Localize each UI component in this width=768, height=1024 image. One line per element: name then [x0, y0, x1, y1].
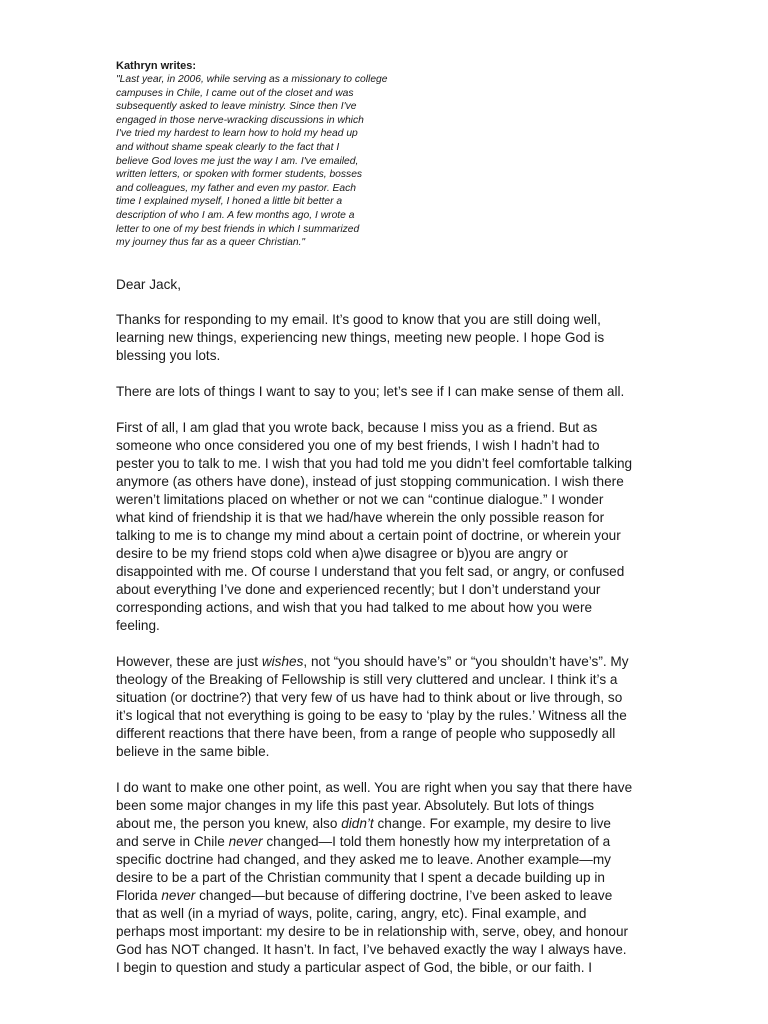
paragraph-line: situation (or doctrine?) that very few of us have had to think about or live through, so — [116, 690, 623, 705]
paragraph-line: First of all, I am glad that you wrote back, because I miss you as a friend. But as — [116, 420, 598, 435]
emphasis: wishes — [261, 654, 304, 669]
text-run: changed—I told them honestly how my interpretation of a — [262, 834, 611, 849]
paragraph-line: it’s logical that not everything is going to be easy to ‘play by the rules.’ Witness all the — [116, 708, 627, 723]
salutation — [116, 276, 716, 294]
text-run: and serve in Chile — [116, 834, 229, 849]
paragraph-1 — [116, 311, 716, 365]
intro-quote-line: my journey thus far as a queer Christian." — [116, 237, 306, 249]
text-run: about me, the person you knew, also — [116, 816, 342, 831]
letter-body — [116, 276, 716, 977]
intro-quote-line: time I explained myself, I honed a little bit better a — [116, 196, 343, 208]
text-run: , not “you should have’s” or “you shouldn’t have’s”. My — [303, 654, 629, 669]
text-run: change. For example, my desire to live — [373, 816, 611, 831]
intro-quote-line: believe God loves me just the way I am. I've emailed, — [116, 155, 359, 167]
paragraph-line: Thanks for responding to my email. It’s good to know that you are still doing well, — [116, 312, 601, 327]
paragraph-line: disappointed with me. Of course I understand that you felt sad, or angry, or confused — [116, 564, 625, 579]
paragraph-line: I do want to make one other point, as well. You are right when you say that there have — [116, 780, 633, 795]
paragraph-line: weren’t limitations placed on whether or not we can “continue dialogue.” I wonder — [116, 492, 604, 507]
paragraph-line: different reactions that there have been, from a range of people who supposedly all — [116, 726, 616, 741]
paragraph-line: believe in the same bible. — [116, 744, 270, 759]
intro-quote-line: I've tried my hardest to learn how to hold my head up — [116, 128, 358, 140]
intro-quote-line: engaged in those nerve-wracking discussions in which — [116, 114, 364, 126]
intro-quote-line: and without shame speak clearly to the fact that I — [116, 141, 340, 153]
salutation-text: Dear Jack, — [116, 277, 181, 292]
paragraph-line: feeling. — [116, 618, 160, 633]
intro-quote — [116, 73, 446, 250]
paragraph-2 — [116, 383, 716, 401]
emphasis: never — [228, 834, 263, 849]
intro-block — [116, 60, 446, 250]
paragraph-line: specific doctrine had changed, and they asked me to leave. Another example—my — [116, 852, 611, 867]
paragraph-line: what kind of friendship it is that we had/have wherein the only possible reason for — [116, 510, 605, 525]
paragraph-line: I begin to question and study a particular aspect of God, the bible, or our faith. I — [116, 960, 593, 975]
paragraph-line — [116, 833, 716, 851]
paragraph-4 — [116, 653, 716, 761]
paragraph-line: been some major changes in my life this past year. Absolutely. But lots of things — [116, 798, 595, 813]
intro-quote-line: written letters, or spoken with former students, bosses — [116, 169, 363, 181]
paragraph-line: perhaps most important: my desire to be in relationship with, serve, obey, and honour — [116, 924, 629, 939]
text-run: Florida — [116, 888, 162, 903]
paragraph-5 — [116, 779, 716, 977]
intro-quote-line: subsequently asked to leave ministry. Since then I've — [116, 101, 357, 113]
text-run: changed—but because of differing doctrine, I’ve been asked to leave — [195, 888, 613, 903]
paragraph-line: learning new things, experiencing new things, meeting new people. I hope God is — [116, 330, 605, 345]
paragraph-line: blessing you lots. — [116, 348, 221, 363]
intro-quote-line: and colleagues, my father and even my pastor. Each — [116, 182, 357, 194]
intro-heading: Kathryn writes: — [116, 60, 197, 72]
paragraph-line: desire to be a part of the Christian community that I spent a decade building up in — [116, 870, 605, 885]
paragraph-line: someone who once considered you one of my best friends, I wish I hadn’t had to — [116, 438, 600, 453]
paragraph-line: about everything I’ve done and experienced recently; but I don’t understand your — [116, 582, 601, 597]
intro-quote-line: "Last year, in 2006, while serving as a missionary to college — [116, 74, 388, 85]
intro-quote-line: campuses in Chile, I came out of the closet and was — [116, 87, 354, 99]
paragraph-3 — [116, 419, 716, 635]
paragraph-line: There are lots of things I want to say to you; let’s see if I can make sense of them all. — [116, 384, 625, 399]
paragraph-line: anymore (as others have done), instead of just stopping communication. I wish there — [116, 474, 624, 489]
paragraph-line: corresponding actions, and wish that you had talked to me about how you were — [116, 600, 593, 615]
paragraph-line — [116, 887, 716, 905]
paragraph-line: theology of the Breaking of Fellowship is still very cluttered and unclear. I think it’s a — [116, 672, 618, 687]
paragraph-line — [116, 653, 716, 671]
paragraph-line: desire to be my friend stops cold when a)we disagree or b)you are angry or — [116, 546, 568, 561]
paragraph-line: pester you to talk to me. I wish that you had told me you didn’t feel comfortable talking — [116, 456, 633, 471]
paragraph-line: that as well (in a myriad of ways, polite, caring, angry, etc). Final example, and — [116, 906, 587, 921]
paragraph-line: God has NOT changed. It hasn’t. In fact, I’ve behaved exactly the way I always have. — [116, 942, 627, 957]
paragraph-line: talking to me is to change my mind about a certain point of doctrine, or wherein your — [116, 528, 621, 543]
paragraph-line — [116, 815, 716, 833]
intro-quote-line: letter to one of my best friends in which I summarized — [116, 223, 360, 235]
intro-quote-line: description of who I am. A few months ago, I wrote a — [116, 209, 355, 221]
text-run: However, these are just — [116, 654, 262, 669]
emphasis: didn’t — [341, 816, 374, 831]
emphasis: never — [161, 888, 196, 903]
